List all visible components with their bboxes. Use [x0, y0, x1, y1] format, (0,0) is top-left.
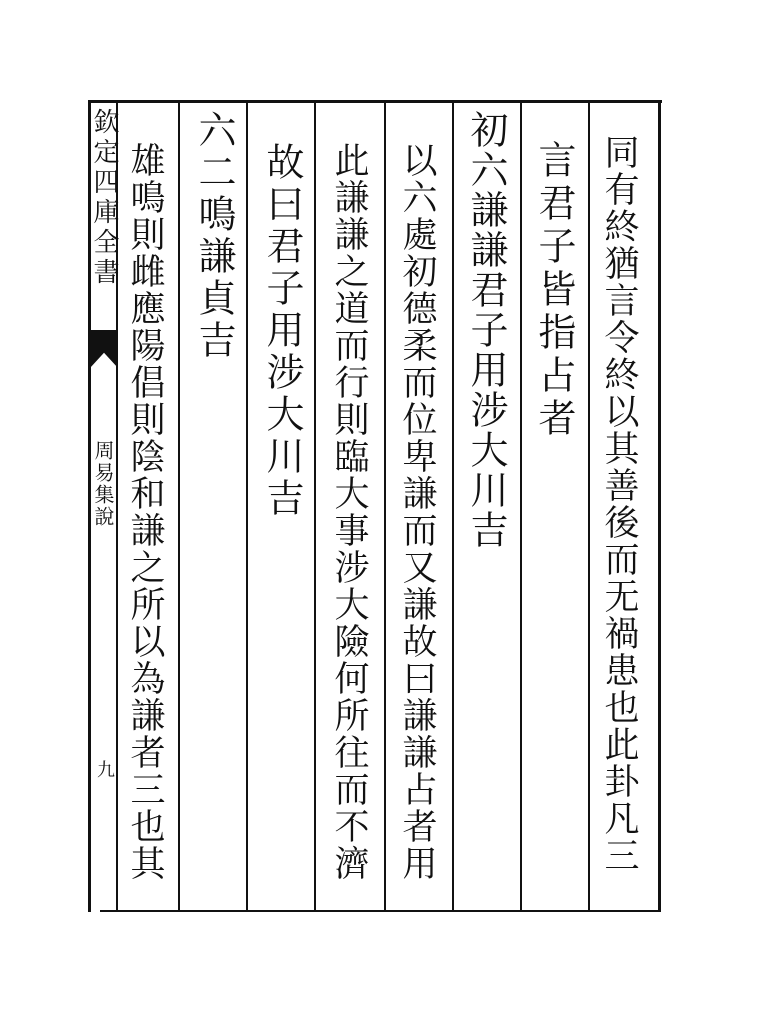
text-column-1: 同有終猶言令終以其善後而无禍患也此卦凡三 [599, 134, 639, 874]
right-border [658, 100, 661, 912]
text-column-7: 六二鳴謙貞吉 [192, 110, 236, 362]
text-column-5: 此謙謙之道而行則臨大事涉大險何所往而不濟 [329, 142, 369, 882]
column-divider [588, 100, 590, 912]
text-column-8: 雄鳴則雌應陽倡則陰和謙之所以為謙者三也其 [125, 142, 165, 882]
collection-title: 欽定四庫全書 [89, 108, 119, 288]
top-border [88, 100, 662, 103]
book-title: 周易集說 [91, 440, 115, 528]
column-divider [178, 100, 180, 912]
column-divider [384, 100, 386, 912]
text-column-3: 初六謙謙君子用涉大川吉 [464, 110, 508, 550]
text-column-6: 故曰君子用涉大川吉 [260, 142, 304, 520]
text-column-4: 以六處初德柔而位卑謙而又謙故曰謙謙占者用 [397, 142, 437, 882]
column-divider [246, 100, 248, 912]
text-column-2: 言君子皆指占者 [532, 140, 576, 441]
column-divider [314, 100, 316, 912]
folio-number: 九 [94, 760, 115, 778]
column-divider [452, 100, 454, 912]
column-divider [520, 100, 522, 912]
fishtail-mark [90, 330, 118, 368]
bottom-border [100, 910, 660, 912]
